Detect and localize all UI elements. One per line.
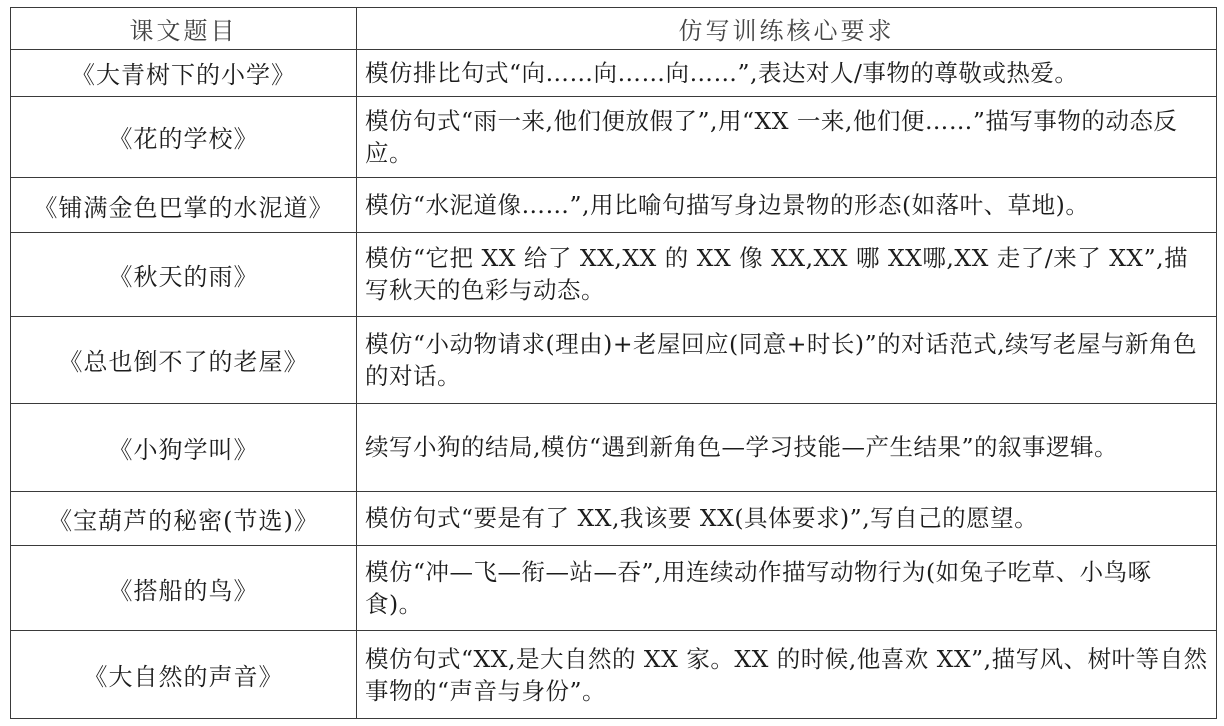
requirement-cell: 模仿排比句式“向……向……向……”,表达对人/事物的尊敬或热爱。 bbox=[357, 49, 1217, 96]
requirement-cell: 模仿“水泥道像……”,用比喻句描写身边景物的形态(如落叶、草地)。 bbox=[357, 177, 1217, 232]
requirement-cell: 模仿句式“雨一来,他们便放假了”,用“XX 一来,他们便……”描写事物的动态反应。 bbox=[357, 96, 1217, 177]
header-lesson-title: 课文题目 bbox=[11, 8, 357, 50]
table-row bbox=[11, 404, 1217, 492]
lesson-title-cell: 《秋天的雨》 bbox=[11, 233, 357, 316]
header-row bbox=[11, 8, 1217, 50]
table-row bbox=[11, 233, 1217, 316]
table-row bbox=[11, 49, 1217, 96]
lesson-title-cell: 《大青树下的小学》 bbox=[11, 49, 357, 96]
requirement-cell: 模仿句式“XX,是大自然的 XX 家。XX 的时候,他喜欢 XX”,描写风、树叶等自然事物的“声音与身份”。 bbox=[357, 631, 1217, 719]
requirement-cell: 模仿“小动物请求(理由)+老屋回应(同意+时长)”的对话范式,续写老屋与新角色的对话。 bbox=[357, 316, 1217, 404]
table-row bbox=[11, 177, 1217, 232]
lesson-title-cell: 《总也倒不了的老屋》 bbox=[11, 316, 357, 404]
lesson-title-cell: 《搭船的鸟》 bbox=[11, 545, 357, 630]
header-core-requirement: 仿写训练核心要求 bbox=[357, 8, 1217, 50]
lesson-title-cell: 《花的学校》 bbox=[11, 96, 357, 177]
lesson-title-cell: 《宝葫芦的秘密(节选)》 bbox=[11, 491, 357, 545]
lesson-title-cell: 《铺满金色巴掌的水泥道》 bbox=[11, 177, 357, 232]
table-row bbox=[11, 316, 1217, 404]
requirement-cell: 模仿“它把 XX 给了 XX,XX 的 XX 像 XX,XX 哪 XX哪,XX 走了/来了 XX”,描写秋天的色彩与动态。 bbox=[357, 233, 1217, 316]
table-row bbox=[11, 545, 1217, 630]
requirement-cell: 模仿句式“要是有了 XX,我该要 XX(具体要求)”,写自己的愿望。 bbox=[357, 491, 1217, 545]
lesson-title-cell: 《小狗学叫》 bbox=[11, 404, 357, 492]
table-row bbox=[11, 491, 1217, 545]
table-row bbox=[11, 631, 1217, 719]
requirement-cell: 续写小狗的结局,模仿“遇到新角色—学习技能—产生结果”的叙事逻辑。 bbox=[357, 404, 1217, 492]
requirement-cell: 模仿“冲—飞—衔—站—吞”,用连续动作描写动物行为(如兔子吃草、小鸟啄食)。 bbox=[357, 545, 1217, 630]
table-row bbox=[11, 96, 1217, 177]
lesson-title-cell: 《大自然的声音》 bbox=[11, 631, 357, 719]
imitation-writing-table bbox=[10, 7, 1217, 719]
